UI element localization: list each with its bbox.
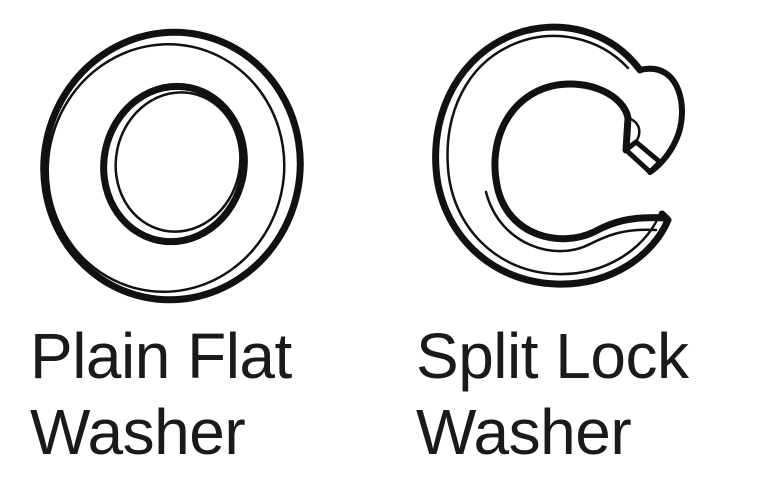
lock-washer-split-end-upper bbox=[640, 69, 682, 172]
plain-flat-washer-label-line1: Plain Flat bbox=[30, 320, 292, 392]
split-lock-washer-label-line1: Split Lock bbox=[416, 320, 689, 392]
split-lock-washer-caption bbox=[416, 318, 688, 470]
flat-washer-outer-edge bbox=[19, 8, 325, 310]
lock-washer-split-gap bbox=[626, 142, 660, 172]
flat-washer-thickness-line bbox=[25, 22, 307, 310]
plain-flat-washer-drawing bbox=[19, 8, 325, 310]
split-lock-washer-drawing bbox=[436, 27, 682, 284]
plain-flat-washer-label-line2: Washer bbox=[30, 396, 246, 468]
plain-flat-washer-caption bbox=[30, 318, 292, 470]
split-lock-washer-label-line2: Washer bbox=[416, 396, 632, 468]
